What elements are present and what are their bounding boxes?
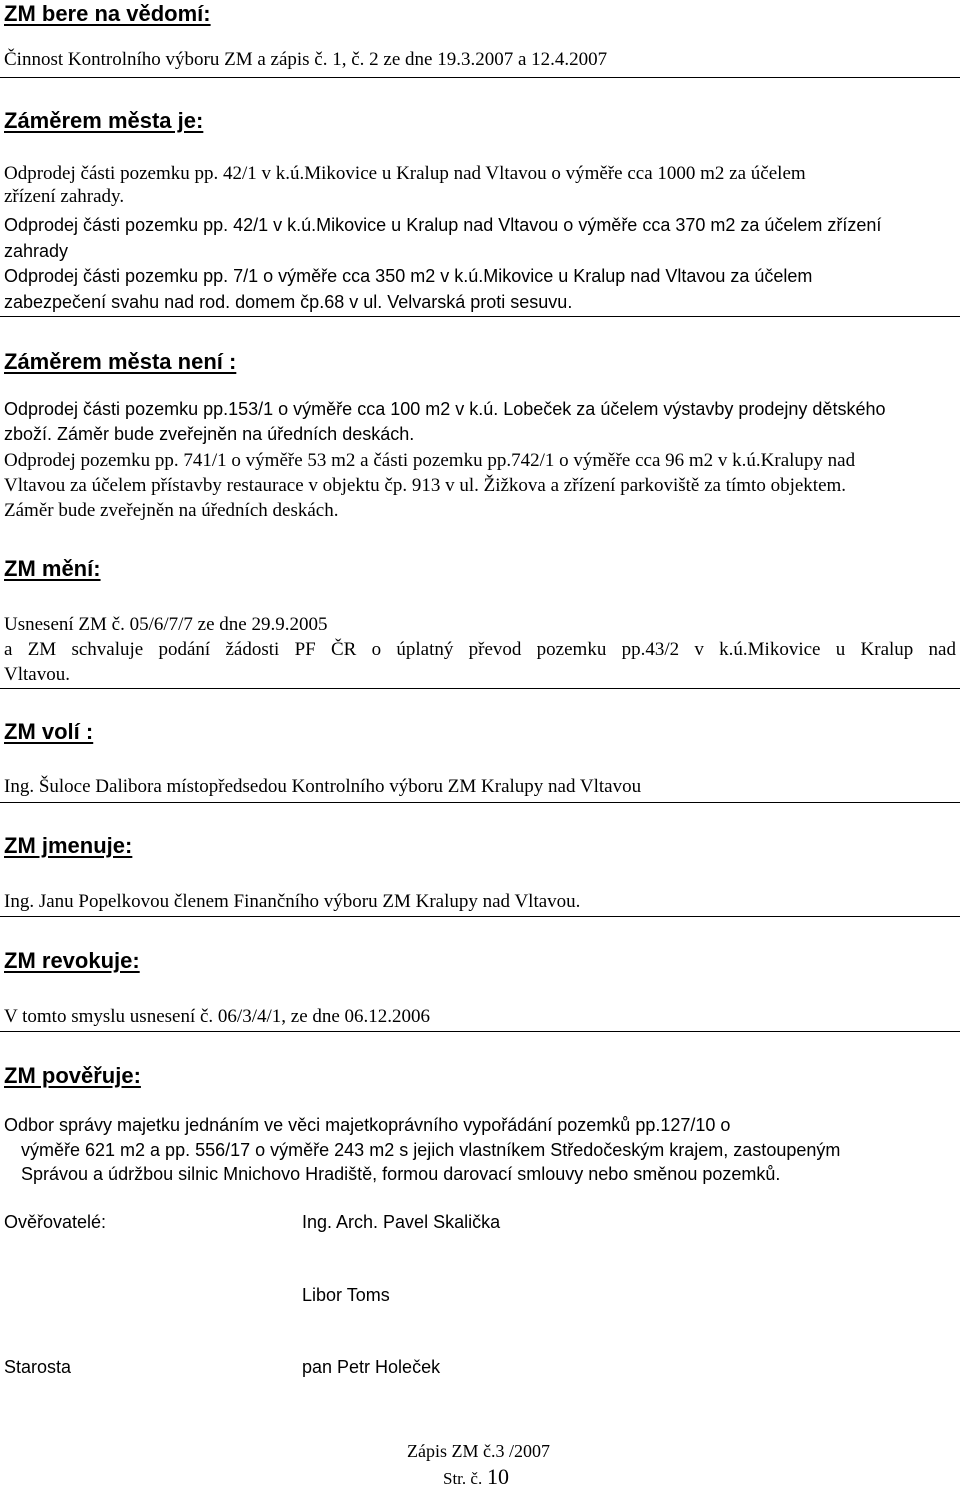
text-line: Odprodej části pozemku pp. 42/1 v k.ú.Mikovice u Kralup nad Vltavou o výměře cca 1000 m2 za účelem (4, 163, 806, 184)
text-line: Činnost Kontrolního výboru ZM a zápis č. 1, č. 2 ze dne 19.3.2007 a 12.4.2007 (4, 49, 608, 70)
overovatele-label: Ověřovatelé: (4, 1212, 107, 1232)
starosta-label: Starosta (4, 1357, 72, 1377)
section-heading-revokuje: ZM revokuje: (4, 948, 140, 973)
divider (0, 802, 960, 803)
text-line: Odprodej pozemku pp. 741/1 o výměře 53 m2 a části pozemku pp.742/1 o výměře cca 96 m2 v k.ú.Kralupy nad (4, 450, 856, 471)
text-line: Záměr bude zveřejněn na úředních deskách. (4, 500, 339, 521)
text-line: zahrady (4, 241, 69, 261)
text-line: Odprodej části pozemku pp. 42/1 v k.ú.Mikovice u Kralup nad Vltavou o výměře cca 370 m2 za účelem zřízení (4, 215, 882, 235)
divider (0, 77, 960, 78)
text-line: V tomto smyslu usnesení č. 06/3/4/1, ze dne 06.12.2006 (4, 1006, 431, 1027)
text-line: Ing. Janu Popelkovou členem Finančního výboru ZM Kralupy nad Vltavou. (4, 891, 581, 912)
overovatel-name: Libor Toms (302, 1285, 390, 1305)
divider (0, 916, 960, 917)
text-line: zboží. Záměr bude zveřejněn na úředních deskách. (4, 424, 415, 444)
text-line: Vltavou za účelem přístavby restaurace v objektu čp. 913 v ul. Žižkova a zřízení parkoviště za tímto objektem. (4, 475, 847, 496)
section-heading-je: Záměrem města je: (4, 108, 204, 133)
text-line: zabezpečení svahu nad rod. domem čp.68 v ul. Velvarská proti sesuvu. (4, 292, 573, 312)
footer-page-label: Str. č. (443, 1469, 483, 1488)
starosta-name: pan Petr Holeček (302, 1357, 441, 1377)
text-line: Usnesení ZM č. 05/6/7/7 ze dne 29.9.2005 (4, 614, 328, 635)
overovatel-name: Ing. Arch. Pavel Skalička (302, 1212, 501, 1232)
text-line: Odprodej části pozemku pp. 7/1 o výměře cca 350 m2 v k.ú.Mikovice u Kralup nad Vltavou za účelem (4, 266, 813, 286)
text-line: výměře 621 m2 a pp. 556/17 o výměře 243 m2 s jejich vlastníkem Středočeským krajem, zastoupeným (21, 1140, 841, 1160)
text-line: Odprodej části pozemku pp.153/1 o výměře cca 100 m2 v k.ú. Lobeček za účelem výstavby prodejny dětského (4, 399, 886, 419)
section-heading-jmenuje: ZM jmenuje: (4, 833, 133, 858)
section-heading-meni: ZM mění: (4, 556, 101, 581)
footer-page-number: 10 (486, 1464, 509, 1489)
section-heading-voli: ZM volí : (4, 719, 94, 744)
section-heading-poveruje: ZM pověřuje: (4, 1063, 141, 1088)
text-line: Ing. Šuloce Dalibora místopředsedou Kontrolního výboru ZM Kralupy nad Vltavou (4, 776, 642, 797)
text-line: zřízení zahrady. (4, 186, 125, 207)
text-line: Odbor správy majetku jednáním ve věci majetkoprávního vypořádání pozemků pp.127/10 o (4, 1115, 731, 1135)
text-line: Vltavou. (4, 664, 70, 685)
text-line: Správou a údržbou silnic Mnichovo Hradiště, formou darovací smlouvy nebo směnou pozemků. (21, 1164, 781, 1184)
divider (0, 1031, 960, 1032)
section-heading-neni: Záměrem města není : (4, 349, 237, 374)
footer-doc-id: Zápis ZM č.3 /2007 (407, 1441, 550, 1461)
text-line: a ZM schvaluje podání žádosti PF ČR o úplatný převod pozemku pp.43/2 v k.ú.Mikovice u Kralup nad (4, 639, 956, 660)
divider (0, 688, 960, 689)
section-heading-bere: ZM bere na vědomí: (4, 1, 211, 26)
divider (0, 316, 960, 317)
